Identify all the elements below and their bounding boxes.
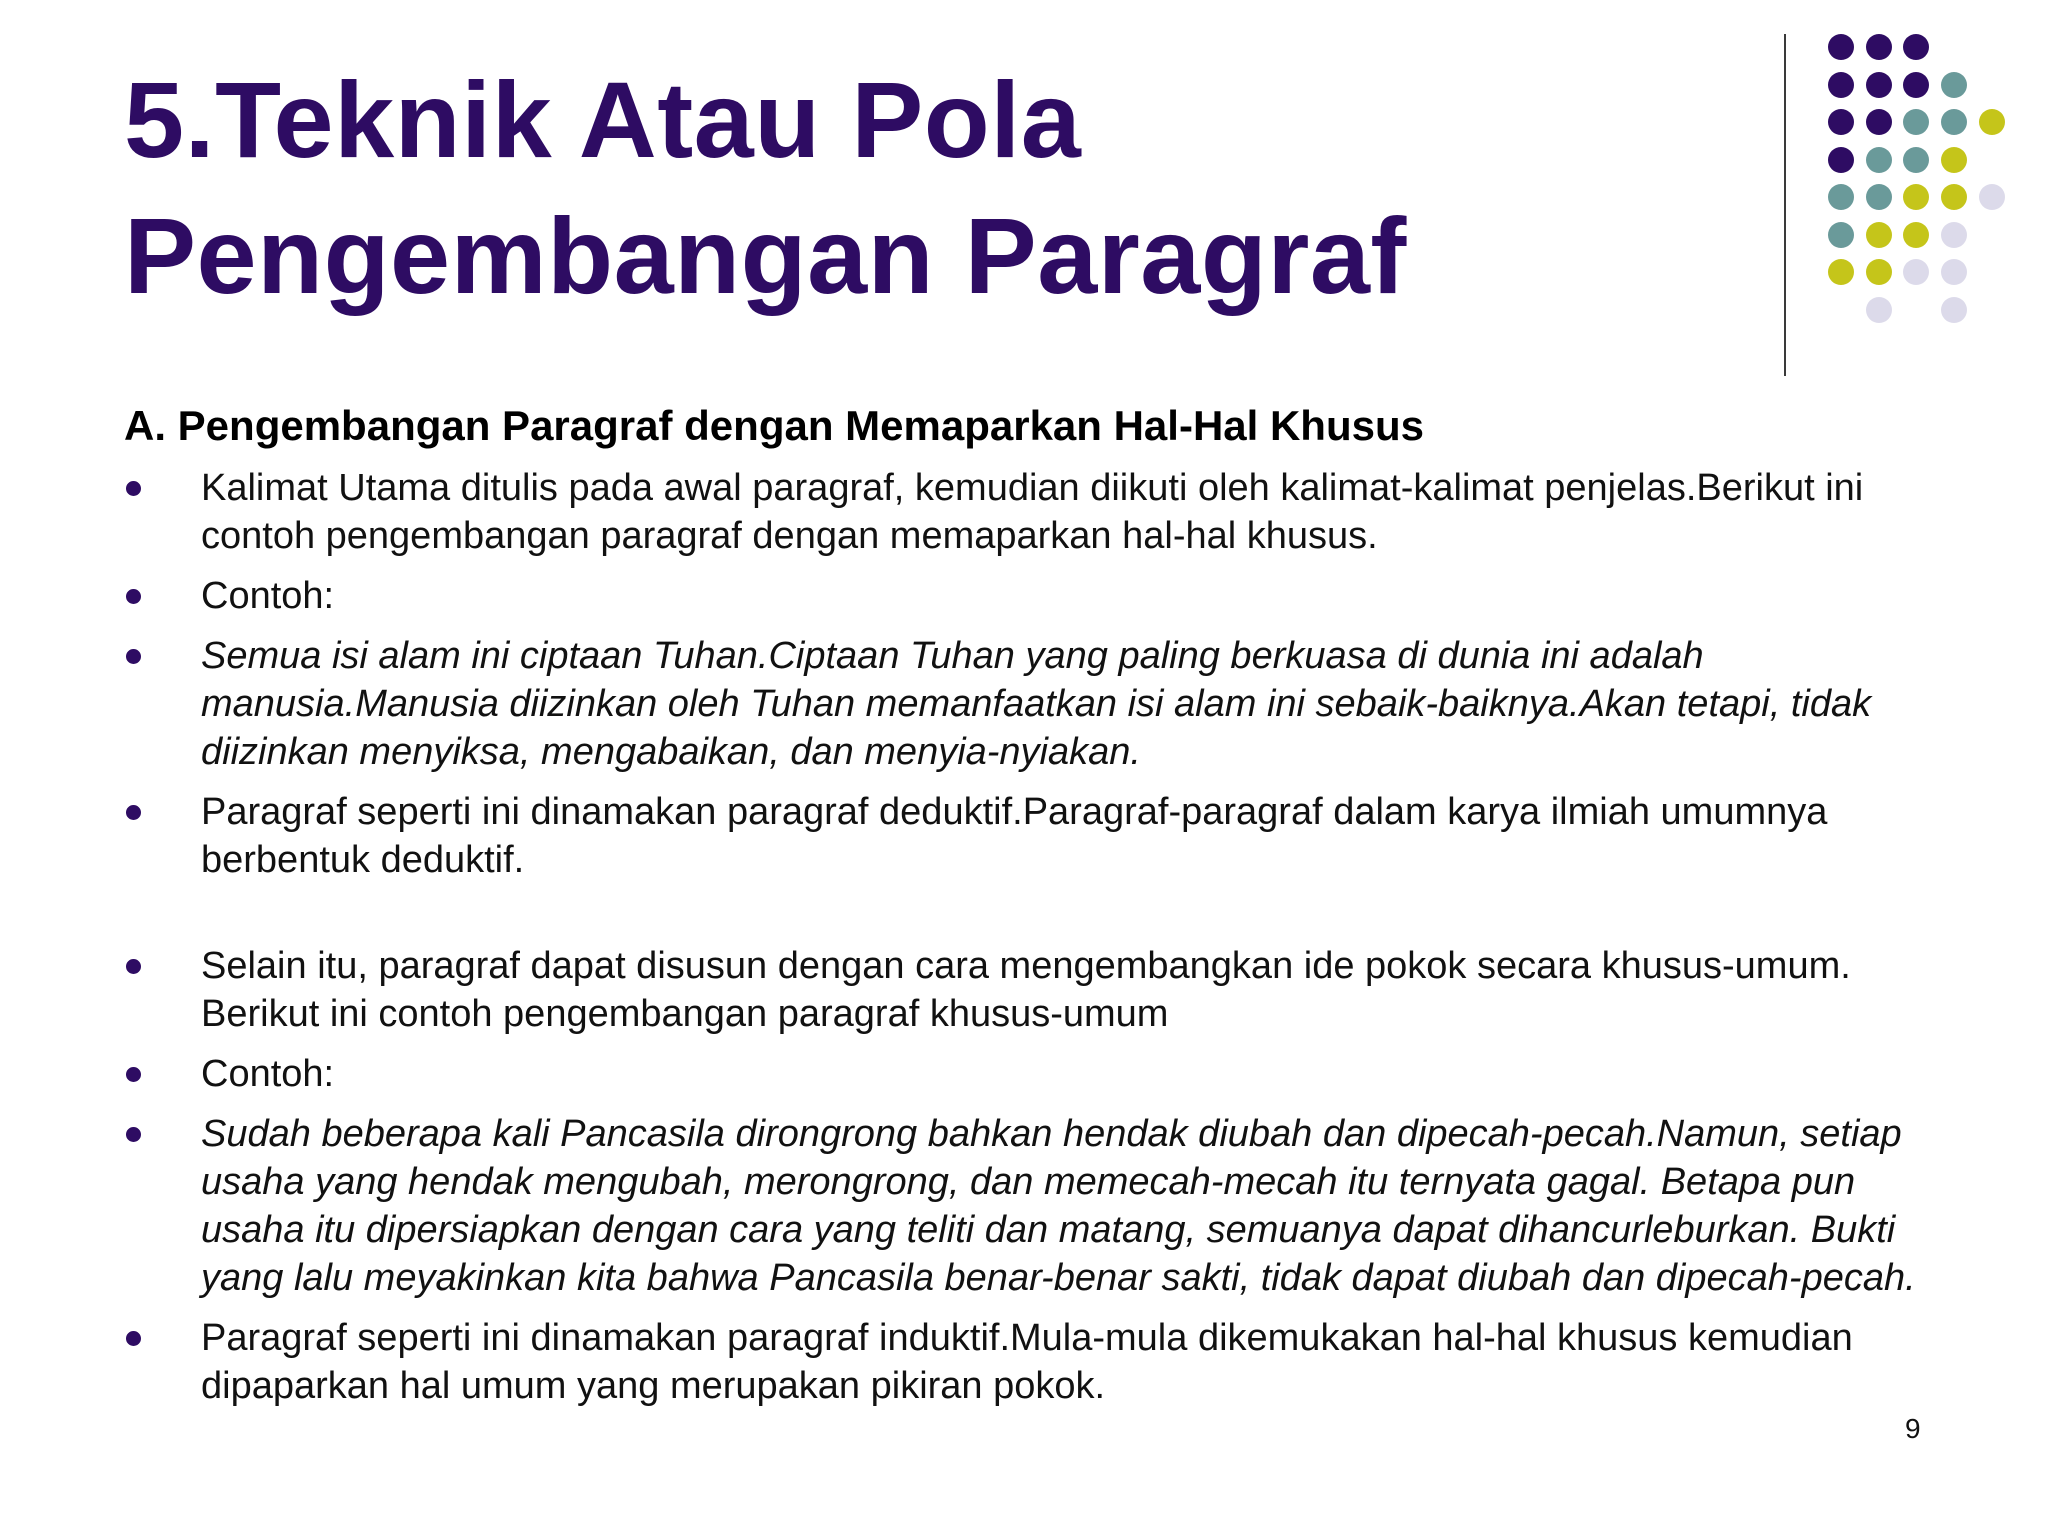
bullet-icon [126,1067,141,1082]
page-number: 9 [1905,1413,1921,1444]
section-heading: A. Pengembangan Paragraf dengan Memaparkan Hal-Hal Khusus [124,402,1424,449]
decorative-dot [1828,259,1854,285]
decorative-dot [1828,184,1854,210]
bullet-item [124,1050,1924,1098]
decorative-dot [1866,109,1892,135]
decorative-dot [1828,72,1854,98]
decorative-dot [1941,109,1967,135]
decorative-dot [1866,34,1892,60]
decorative-dot [1941,259,1967,285]
bullet-text: Kalimat Utama ditulis pada awal paragraf, kemudian diikuti oleh kalimat-kalimat penjelas.Berikut ini contoh pengembangan paragraf dengan memaparkan hal-hal khusus. [201,467,1864,557]
decorative-dot [1866,222,1892,248]
bullet-item-example [124,1110,1924,1302]
bullet-list [124,464,1924,1410]
bullet-item-example [124,632,1924,776]
bullet-icon [126,805,141,820]
decorative-dot [1828,109,1854,135]
title-divider-line [1784,34,1786,376]
slide-title-line-1: 5.Teknik Atau Pola [124,59,1082,180]
bullet-icon [126,649,141,664]
bullet-item [124,464,1924,560]
bullet-icon [126,1331,141,1346]
decorative-dot [1866,297,1892,323]
bullet-item [124,572,1924,620]
bullet-item [124,1314,1924,1410]
decorative-dot [1903,34,1929,60]
decorative-dot [1828,222,1854,248]
bullet-text: Sudah beberapa kali Pancasila dirongrong bahkan hendak diubah dan dipecah-pecah.Namun, setiap usaha yang hendak mengubah, merongrong, dan memecah-mecah itu ternyata gagal. Betapa pun usaha itu dipersiapkan dengan cara yang teliti dan matang, semuanya dapat dihancurleburkan. Bukti yang lalu meyakinkan kita bahwa Pancasila benar-benar sakti, tidak dapat diubah dan dipecah-pecah. [201,1113,1916,1299]
decorative-dot [1941,147,1967,173]
bullet-icon [126,481,141,496]
bullet-text: Paragraf seperti ini dinamakan paragraf deduktif.Paragraf-paragraf dalam karya ilmiah umumnya berbentuk deduktif. [201,791,1828,881]
bullet-text: Selain itu, paragraf dapat disusun dengan cara mengembangkan ide pokok secara khusus-umum. Berikut ini contoh pengembangan paragraf khusus-umum [201,945,1851,1035]
decorative-dot [1941,184,1967,210]
decorative-dot [1903,147,1929,173]
bullet-text: Paragraf seperti ini dinamakan paragraf induktif.Mula-mula dikemukakan hal-hal khusus kemudian dipaparkan hal umum yang merupakan pikiran pokok. [201,1317,1853,1407]
bullet-text: Contoh: [201,1053,335,1095]
decorative-dot [1866,184,1892,210]
decorative-dot [1903,222,1929,248]
decorative-dot [1866,147,1892,173]
decorative-dot [1828,34,1854,60]
bullet-text: Contoh: [201,575,335,617]
decorative-dot [1866,72,1892,98]
decorative-dot [1941,297,1967,323]
bullet-icon [126,589,141,604]
decorative-dot [1903,72,1929,98]
decorative-dot [1941,222,1967,248]
bullet-text: Semua isi alam ini ciptaan Tuhan.Ciptaan Tuhan yang paling berkuasa di dunia ini adalah manusia.Manusia diizinkan oleh Tuhan memanfaatkan isi alam ini sebaik-baiknya.Akan tetapi, tidak diizinkan menyiksa, mengabaikan, dan menyia-nyiakan. [201,635,1872,773]
decorative-dot [1979,109,2005,135]
bullet-item [124,942,1924,1038]
bullet-icon [126,1127,141,1142]
slide-title-line-2: Pengembangan Paragraf [124,195,1407,316]
bullet-item [124,788,1924,884]
bullet-icon [126,959,141,974]
decorative-dot [1903,259,1929,285]
decorative-dot [1903,109,1929,135]
decorative-dot [1941,72,1967,98]
decorative-dot [1903,184,1929,210]
slide-title [124,52,1407,324]
decorative-dot [1866,259,1892,285]
decorative-dot [1828,147,1854,173]
slide-body [124,398,1924,1422]
decorative-dot [1979,184,2005,210]
